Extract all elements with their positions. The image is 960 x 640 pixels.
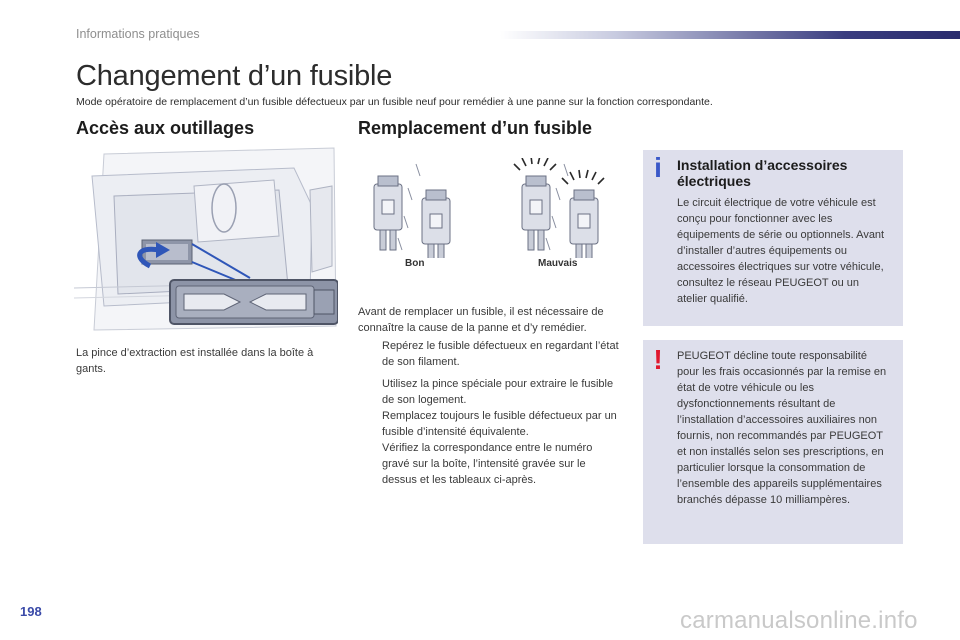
heading-tool-access: Accès aux outillages — [76, 118, 255, 138]
info-icon: i — [654, 152, 662, 183]
info-box-text: Le circuit électrique de votre véhicule est conçu pour fonctionner avec les équipements de série ou optionnels. Avant d’installer d’autres équipements ou accessoires électriques sur votre véhicule, consultez le réseau PEUGEOT ou un atelier qualifié. — [677, 197, 885, 305]
warning-box-text: PEUGEOT décline toute responsabilité pour les frais occasionnés par la remise en état de votre véhicule ou les dysfonctionnements résultant de l’installation d’accessoires auxiliaires non fournis, non recommandés par PEUGEOT et non installés selon ses prescriptions, en particulier lorsque la consommation de l’ensemble des appareils supplémentaires branchés dépasse 10 milliampères. — [677, 350, 887, 506]
list-item: Remplacez toujours le fusible défectueux par un fusible d’intensité équivalente. — [382, 410, 617, 438]
label-good-fuse: Bon — [405, 258, 425, 269]
list-item: Vérifiez la correspondance entre le numéro gravé sur la boîte, l’intensité gravée sur le dessus et les tableaux ci-après. — [382, 442, 593, 486]
page-title: Changement d’un fusible — [76, 60, 393, 92]
glove-box-illustration — [74, 146, 338, 332]
list-item: Utilisez la pince spéciale pour extraire le fusible de son logement. — [382, 378, 614, 406]
instructions-list — [358, 338, 620, 488]
watermark: carmanualsonline.info — [680, 607, 918, 634]
instructions-intro: Avant de remplacer un fusible, il est nécessaire de connaître la cause de la panne et d’y remédier. — [358, 306, 604, 334]
page-subtitle: Mode opératoire de remplacement d’un fusible défectueux par un fusible neuf pour remédier à une panne sur la fonction correspondante. — [76, 96, 713, 108]
bad-fuse-pair — [514, 158, 604, 258]
section-label: Informations pratiques — [76, 27, 200, 41]
fuse-comparison-illustration — [358, 158, 620, 258]
header-bar — [500, 31, 960, 39]
replacement-instructions — [358, 304, 620, 488]
warning-icon: ! — [653, 344, 663, 375]
tweezers-location-caption: La pince d’extraction est installée dans la boîte à gants. — [76, 347, 314, 375]
heading-fuse-replacement: Remplacement d’un fusible — [358, 118, 593, 138]
list-item: Repérez le fusible défectueux en regardant l’état de son filament. — [382, 340, 619, 368]
good-fuse-pair — [374, 164, 450, 258]
page-number: 198 — [20, 604, 42, 619]
info-box-title: Installation d’accessoires électriques — [677, 157, 848, 189]
label-bad-fuse: Mauvais — [538, 258, 578, 269]
